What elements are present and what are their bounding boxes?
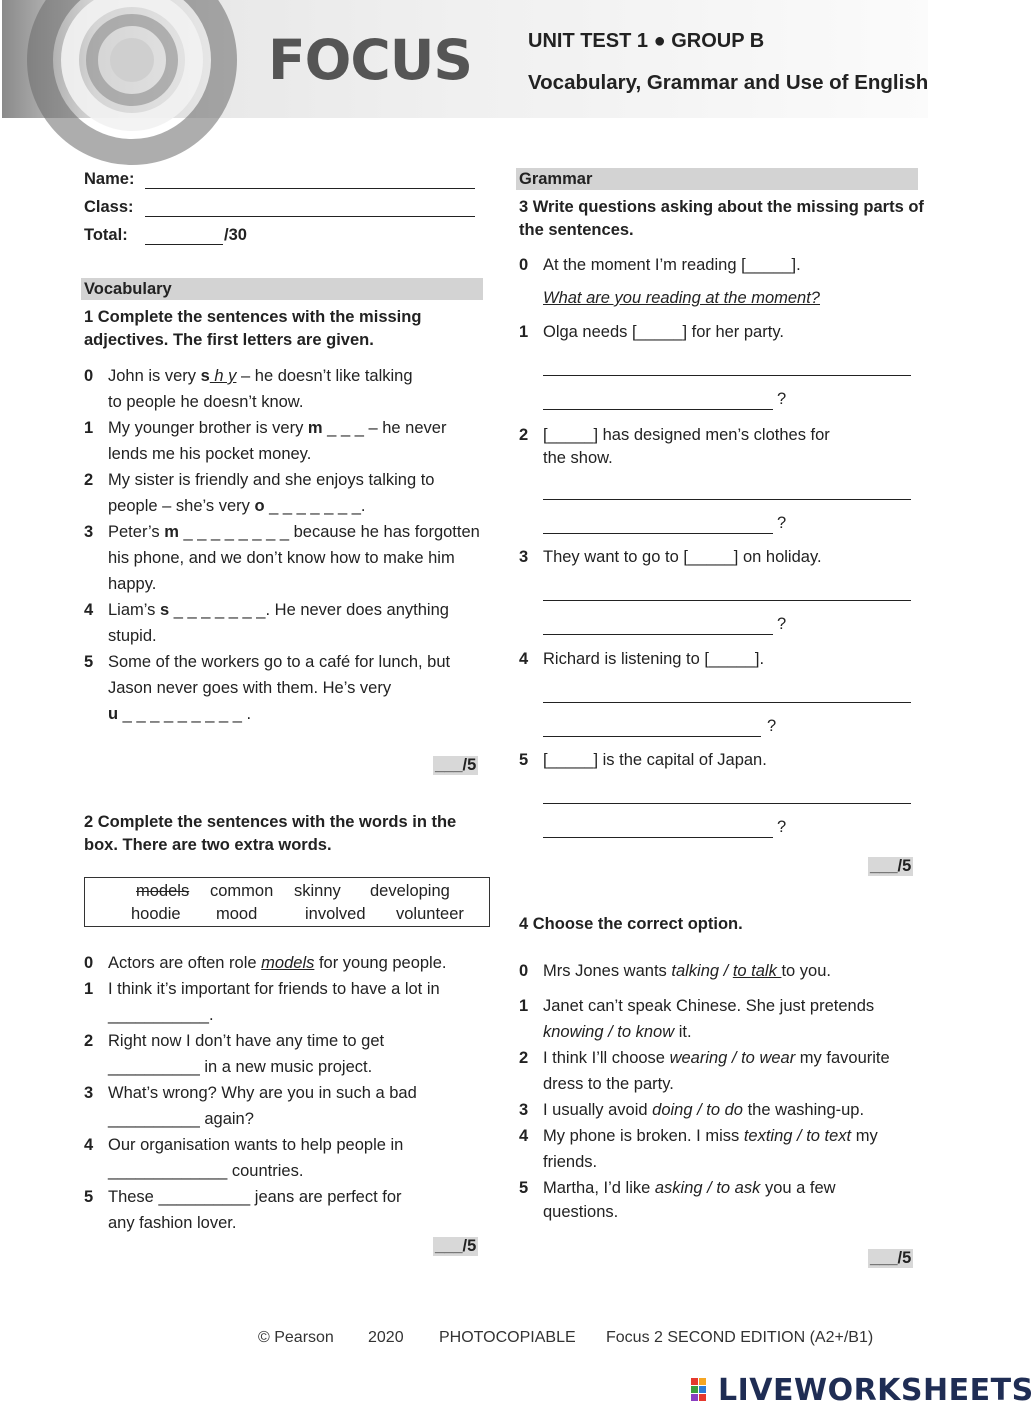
- question-mark: ?: [777, 390, 787, 408]
- list-item: 0 Actors are often role models for young people.: [84, 954, 447, 972]
- question-mark: ?: [767, 717, 777, 735]
- ex2-score[interactable]: ___/5: [435, 1237, 477, 1255]
- list-item: 5 Some of the workers go to a café for lunch, but: [84, 653, 451, 671]
- grammar-heading: Grammar: [516, 168, 918, 190]
- list-item: 3 Peter’s m _ _ _ _ _ _ _ _ because he has forgotten: [84, 523, 480, 541]
- word-box-item: volunteer: [396, 905, 464, 923]
- ex1-instruction: 1 Complete the sentences with the missing adjectives. The first letters are given.: [84, 308, 422, 349]
- answer-line[interactable]: [543, 837, 773, 838]
- ex3-score[interactable]: ___/5: [870, 857, 912, 875]
- question-mark: ?: [777, 615, 787, 633]
- answer-line[interactable]: [543, 600, 911, 601]
- ex3-instruction: 3 Write questions asking about the missing parts of the sentences.: [519, 198, 924, 239]
- footer-edition: Focus 2 SECOND EDITION (A2+/B1): [606, 1329, 874, 1346]
- word-box-item: involved: [305, 905, 366, 923]
- list-item: 2 I think I’ll choose wearing / to wear my favourite: [519, 1049, 890, 1067]
- list-item: 4 Our organisation wants to help people in: [84, 1136, 404, 1154]
- ex2-list: 0 Actors are often role models for young people. 1 I think it’s important for friends to have a lot in ___________. 2 Right now I don’t have any time to get __________ in a new music project. 3 What’s wrong? Why are you in such a bad __________ again? 4 Our organisation wants to help people in _____________ countries. 5 These __________ jeans are perfect for any fashion lover.: [84, 950, 484, 1236]
- list-item: 4 Liam’s s _ _ _ _ _ _ _. He never does anything: [84, 601, 449, 619]
- list-item: 1 I think it’s important for friends to have a lot in: [84, 980, 440, 998]
- word-box-item: developing: [370, 882, 450, 900]
- word-box-item: common: [210, 882, 274, 900]
- ex1-list: 0 John is very s h y – he doesn’t like talking to people he doesn’t know. 1 My younger brother is very m _ _ _ – he never lends me his pocket money. 2 My sister is friendly and she enjoys talking to people – she’s very o _ _ _ _ _ _ _. 3 Peter’s m _ _ _ _ _ _ _ _ because he has forgotten his phone, and we don’t know how to make him happy. 4 Liam’s s _ _ _ _ _ _ _. He never does anything stupid. 5 Some of the workers go to a café for lunch, but Jason never goes with them. He’s very u _ _ _ _ _ _ _ _ _ .: [84, 363, 484, 727]
- question-mark: ?: [777, 818, 787, 836]
- list-item: 0 John is very s h y – he doesn’t like talking: [84, 367, 413, 385]
- ex3-example: 0 At the moment I’m reading [_____].: [519, 256, 801, 274]
- list-item: 3 What’s wrong? Why are you in such a bad: [84, 1084, 417, 1102]
- word-box-item: hoodie: [131, 905, 181, 923]
- list-item: 2 Right now I don’t have any time to get: [84, 1032, 385, 1050]
- list-item: 2 [_____] has designed men’s clothes for the show.: [519, 426, 830, 467]
- list-item: 4 My phone is broken. I miss texting / to text my: [519, 1127, 878, 1145]
- answer-line[interactable]: [543, 702, 911, 703]
- footer-year: 2020: [368, 1329, 404, 1346]
- word-box-item: models: [136, 882, 190, 900]
- footer-copyright: © Pearson: [258, 1329, 334, 1346]
- class-field[interactable]: [145, 216, 475, 217]
- ex4-instruction: 4 Choose the correct option.: [519, 915, 743, 933]
- word-box-item: skinny: [294, 882, 341, 900]
- ex1-score[interactable]: ___/5: [435, 756, 477, 774]
- list-item: 3 They want to go to [_____] on holiday.: [519, 548, 822, 566]
- name-label: Name:: [84, 170, 135, 188]
- total-label: Total:: [84, 226, 128, 244]
- answer-line[interactable]: [543, 499, 911, 500]
- list-item: 3 I usually avoid doing / to do the washing-up.: [519, 1101, 865, 1119]
- list-item: 0 Mrs Jones wants talking / to talk to you.: [519, 962, 831, 980]
- word-box-item: mood: [216, 905, 258, 923]
- list-item: 5 [_____] is the capital of Japan.: [519, 751, 767, 769]
- ex3-example-answer: What are you reading at the moment?: [543, 289, 820, 307]
- list-item: 1 Janet can’t speak Chinese. She just pretends: [519, 997, 875, 1015]
- answer-line[interactable]: [543, 533, 773, 534]
- list-item: 4 Richard is listening to [_____].: [519, 650, 765, 668]
- vocabulary-heading: Vocabulary: [81, 278, 483, 300]
- answer-line[interactable]: [543, 634, 773, 635]
- answer-line[interactable]: [543, 736, 761, 737]
- list-item: 1 My younger brother is very m _ _ _ – he never: [84, 419, 447, 437]
- answer-line[interactable]: [543, 375, 911, 376]
- answer-line[interactable]: [543, 409, 773, 410]
- ex2-instruction: 2 Complete the sentences with the words in the box. There are two extra words.: [84, 813, 457, 854]
- ex4-score[interactable]: ___/5: [870, 1249, 912, 1267]
- unit-title: UNIT TEST 1 ● GROUP B: [528, 30, 765, 52]
- name-field[interactable]: [145, 188, 475, 189]
- total-max: /30: [224, 226, 247, 244]
- ex4-list: 1 Janet can’t speak Chinese. She just pretends knowing / to know it. 2 I think I’ll choose wearing / to wear my favourite dress to the party. 3 I usually avoid doing / to do the washing-up. 4 My phone is broken. I miss texting / to text my friends. 5 Martha, I’d like asking / to ask you a few questions.: [519, 993, 919, 1223]
- class-label: Class:: [84, 198, 134, 216]
- liveworksheets-watermark: LIVEWORKSHEETS: [718, 1373, 1034, 1408]
- answer-line[interactable]: [543, 803, 911, 804]
- test-subtitle: Vocabulary, Grammar and Use of English: [528, 71, 929, 94]
- footer-photocopiable: PHOTOCOPIABLE: [439, 1329, 576, 1346]
- total-field[interactable]: [145, 244, 223, 245]
- liveworksheets-logo-icon: [691, 1378, 715, 1402]
- list-item: 2 My sister is friendly and she enjoys talking to: [84, 471, 435, 489]
- list-item: 5 These __________ jeans are perfect for: [84, 1188, 402, 1206]
- brand-logo: FOCUS: [268, 28, 472, 92]
- list-item: 1 Olga needs [_____] for her party.: [519, 323, 784, 341]
- list-item: 5 Martha, I’d like asking / to ask you a few: [519, 1179, 836, 1197]
- question-mark: ?: [777, 514, 787, 532]
- lens-graphic: [22, 0, 242, 160]
